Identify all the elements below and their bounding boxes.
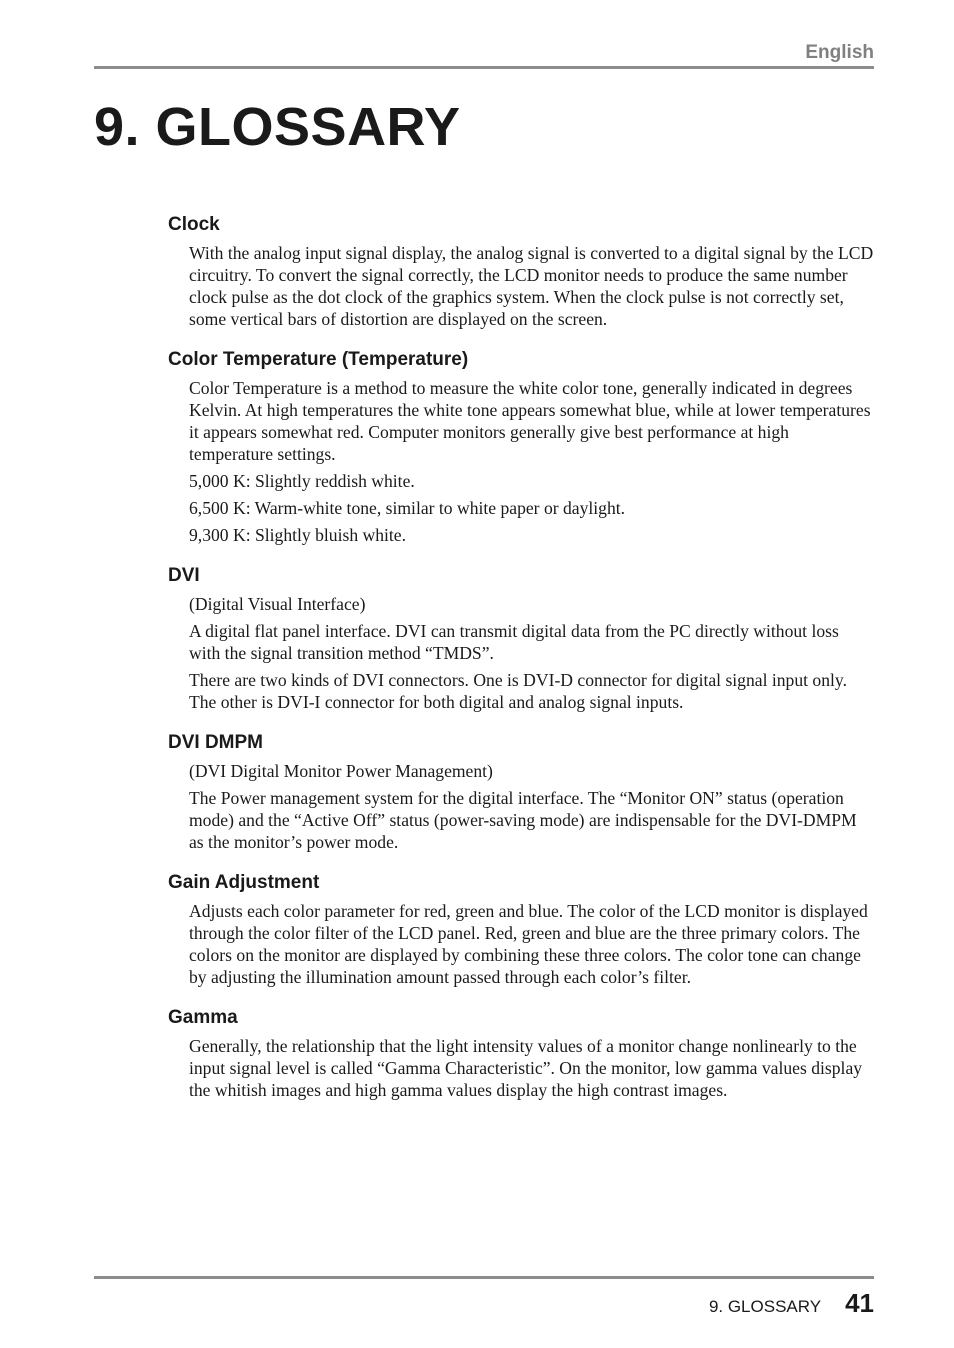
- definition-paragraph: With the analog input signal display, the analog signal is converted to a digital signal by the LCD circuitry. To convert the signal correctly, the LCD monitor needs to produce the same number clock pulse as the dot clock of the graphics system. When the clock pulse is not correctly set, some vertical bars of distortion are displayed on the screen.: [189, 243, 874, 329]
- glossary-entry-dvi: [168, 564, 874, 713]
- definition-paragraph: There are two kinds of DVI connectors. One is DVI-D connector for digital signal input only. The other is DVI-I connector for both digital and analog signal inputs.: [189, 670, 847, 712]
- glossary-list: [168, 213, 874, 1119]
- glossary-entry-clock: [168, 213, 874, 330]
- glossary-entry-gain-adjustment: [168, 871, 874, 988]
- glossary-entry-color-temperature: [168, 348, 874, 546]
- definition-paragraph: (Digital Visual Interface): [189, 594, 366, 614]
- definition-paragraph: The Power management system for the digital interface. The “Monitor ON” status (operation mode) and the “Active Off” status (power-saving mode) are indispensable for the DVI-DMPM as the monitor’s power mode.: [189, 788, 857, 852]
- definition-paragraph: A digital flat panel interface. DVI can transmit digital data from the PC directly without loss with the signal transition method “TMDS”.: [189, 621, 839, 663]
- glossary-entry-dvi-dmpm: [168, 731, 874, 853]
- footer-section-title: 9. GLOSSARY: [708, 1297, 822, 1316]
- definition-paragraph: Generally, the relationship that the light intensity values of a monitor change nonlinearly to the input signal level is called “Gamma Characteristic”. On the monitor, low gamma values display the whitish images and high gamma values display the high contrast images.: [189, 1036, 863, 1100]
- language-label: English: [805, 42, 874, 63]
- page-footer: [709, 1288, 874, 1319]
- definition-paragraph: Adjusts each color parameter for red, green and blue. The color of the LCD monitor is displayed through the color filter of the LCD panel. Red, green and blue are the three primary colors. The colors on the monitor are displayed by combining these three colors. The color tone can change by adjusting the illumination amount passed through each color’s filter.: [189, 901, 868, 987]
- definition-paragraph: (DVI Digital Monitor Power Management): [189, 761, 493, 781]
- definition-paragraph: 9,300 K: Slightly bluish white.: [189, 525, 407, 545]
- glossary-entry-gamma: [168, 1006, 874, 1101]
- term-heading: Gamma: [168, 1007, 238, 1028]
- definition-paragraph: 6,500 K: Warm-white tone, similar to white paper or daylight.: [189, 498, 626, 518]
- definition-paragraph: 5,000 K: Slightly reddish white.: [189, 471, 415, 491]
- term-heading: DVI DMPM: [168, 732, 263, 753]
- page-title: 9. GLOSSARY: [94, 97, 461, 157]
- term-heading: Color Temperature (Temperature): [168, 349, 469, 370]
- header-rule: [94, 66, 874, 69]
- term-heading: Clock: [168, 214, 220, 235]
- footer-rule: [94, 1276, 874, 1279]
- term-heading: DVI: [168, 565, 200, 586]
- term-heading: Gain Adjustment: [168, 872, 320, 893]
- definition-paragraph: Color Temperature is a method to measure the white color tone, generally indicated in degrees Kelvin. At high temperatures the white tone appears somewhat blue, while at lower temperatures it appears somewhat red. Computer monitors generally give best performance at high temperature settings.: [189, 378, 871, 464]
- page-number: 41: [845, 1288, 874, 1318]
